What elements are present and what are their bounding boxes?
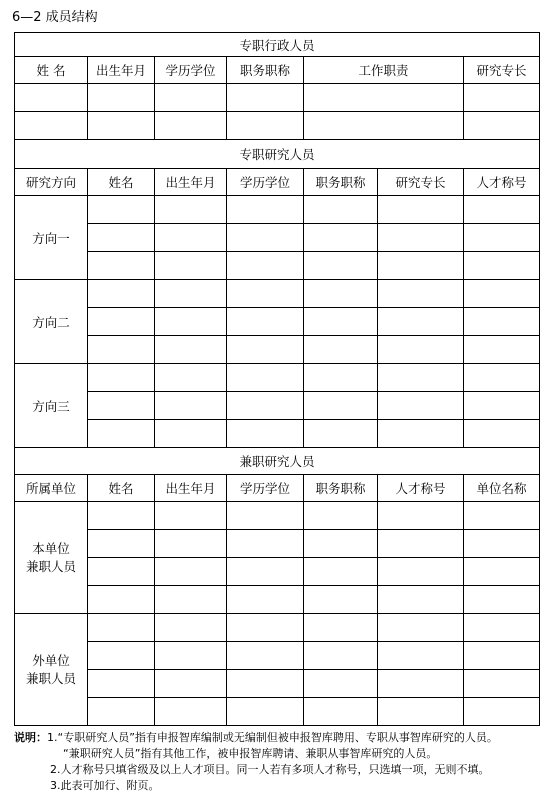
admin-col-name: 姓 名 [15, 57, 88, 84]
research-group-3-label: 方向三 [15, 364, 88, 448]
admin-col-duty: 工作职责 [304, 57, 464, 84]
input-cell[interactable] [155, 112, 227, 140]
input-cell[interactable] [304, 670, 378, 698]
input-cell[interactable] [227, 252, 304, 280]
input-cell[interactable] [304, 420, 378, 448]
input-cell[interactable] [464, 112, 540, 140]
input-cell[interactable] [88, 224, 155, 252]
input-cell[interactable] [304, 308, 378, 336]
parttime-col-talent: 人才称号 [378, 475, 464, 502]
admin-section-header: 专职行政人员 [15, 33, 540, 57]
input-cell[interactable] [88, 642, 155, 670]
input-cell[interactable] [378, 308, 464, 336]
input-cell[interactable] [155, 502, 227, 530]
input-cell[interactable] [464, 336, 540, 364]
input-cell[interactable] [88, 280, 155, 308]
parttime-group-1-label [15, 502, 88, 614]
notes-block [14, 730, 550, 794]
parttime-col-degree: 学历学位 [227, 475, 304, 502]
research-header-row [15, 169, 540, 196]
input-cell[interactable] [227, 642, 304, 670]
input-cell[interactable] [378, 614, 464, 642]
input-cell[interactable] [88, 586, 155, 614]
parttime-col-birth: 出生年月 [155, 475, 227, 502]
input-cell[interactable] [88, 420, 155, 448]
input-cell[interactable] [155, 364, 227, 392]
input-cell[interactable] [227, 392, 304, 420]
input-cell[interactable] [88, 670, 155, 698]
input-cell[interactable] [464, 224, 540, 252]
input-cell[interactable] [155, 586, 227, 614]
input-cell[interactable] [88, 558, 155, 586]
research-group-2-label: 方向二 [15, 280, 88, 364]
admin-col-title: 职务职称 [227, 57, 304, 84]
input-cell[interactable] [155, 530, 227, 558]
input-cell[interactable] [304, 364, 378, 392]
input-cell[interactable] [227, 502, 304, 530]
input-cell[interactable] [88, 252, 155, 280]
research-col-title: 职务职称 [304, 169, 378, 196]
research-section-header: 专职研究人员 [15, 140, 540, 169]
input-cell[interactable] [227, 364, 304, 392]
input-cell[interactable] [378, 502, 464, 530]
input-cell[interactable] [304, 586, 378, 614]
input-cell[interactable] [227, 530, 304, 558]
input-cell[interactable] [378, 530, 464, 558]
input-cell[interactable] [304, 196, 378, 224]
notes-label: 说明： [14, 731, 47, 744]
input-cell[interactable] [88, 614, 155, 642]
input-cell[interactable] [155, 196, 227, 224]
input-cell[interactable] [155, 252, 227, 280]
note-line-1b: “兼职研究人员”指有其他工作，被申报智库聘请、兼职从事智库研究的人员。 [63, 747, 438, 760]
input-cell[interactable] [464, 196, 540, 224]
input-cell[interactable] [464, 670, 540, 698]
input-cell[interactable] [378, 280, 464, 308]
input-cell[interactable] [155, 84, 227, 112]
input-cell[interactable] [304, 530, 378, 558]
input-cell[interactable] [304, 336, 378, 364]
admin-row-1 [15, 84, 540, 112]
input-cell[interactable] [227, 336, 304, 364]
research-section-row [15, 140, 540, 169]
input-cell[interactable] [464, 420, 540, 448]
input-cell[interactable] [227, 112, 304, 140]
research-col-name: 姓名 [88, 169, 155, 196]
input-cell[interactable] [304, 84, 464, 112]
parttime-col-org: 单位名称 [464, 475, 540, 502]
input-cell[interactable] [464, 698, 540, 726]
research-col-degree: 学历学位 [227, 169, 304, 196]
input-cell[interactable] [88, 364, 155, 392]
input-cell[interactable] [464, 558, 540, 586]
input-cell[interactable] [378, 642, 464, 670]
input-cell[interactable] [464, 252, 540, 280]
parttime-section-header: 兼职研究人员 [15, 448, 540, 475]
research-col-expertise: 研究专长 [378, 169, 464, 196]
input-cell[interactable] [88, 698, 155, 726]
table-title: 6—2 成员结构 [12, 10, 98, 25]
input-cell[interactable] [227, 196, 304, 224]
input-cell[interactable] [155, 558, 227, 586]
input-cell[interactable] [88, 112, 155, 140]
input-cell[interactable] [464, 280, 540, 308]
input-cell[interactable] [227, 614, 304, 642]
parttime-col-title: 职务职称 [304, 475, 378, 502]
input-cell[interactable] [464, 642, 540, 670]
input-cell[interactable] [304, 698, 378, 726]
input-cell[interactable] [15, 84, 88, 112]
note-line-2: 2.人才称号只填省级及以上人才项目。同一人若有多项人才称号，只选填一项，无则不填。 [50, 763, 490, 776]
parttime-col-unit: 所属单位 [15, 475, 88, 502]
input-cell[interactable] [227, 420, 304, 448]
research-col-talent: 人才称号 [464, 169, 540, 196]
parttime-col-name: 姓名 [88, 475, 155, 502]
input-cell[interactable] [155, 698, 227, 726]
input-cell[interactable] [227, 670, 304, 698]
input-cell[interactable] [304, 112, 464, 140]
parttime-header-row [15, 475, 540, 502]
input-cell[interactable] [227, 586, 304, 614]
research-col-direction: 研究方向 [15, 169, 88, 196]
input-cell[interactable] [227, 558, 304, 586]
input-cell[interactable] [464, 530, 540, 558]
note-line-3: 3.此表可加行、附页。 [50, 779, 160, 792]
input-cell[interactable] [304, 614, 378, 642]
admin-row-2 [15, 112, 540, 140]
input-cell[interactable] [378, 670, 464, 698]
input-cell[interactable] [304, 280, 378, 308]
input-cell[interactable] [464, 84, 540, 112]
input-cell[interactable] [88, 336, 155, 364]
input-cell[interactable] [378, 224, 464, 252]
input-cell[interactable] [155, 420, 227, 448]
input-cell[interactable] [378, 252, 464, 280]
admin-col-birth: 出生年月 [88, 57, 155, 84]
input-cell[interactable] [304, 392, 378, 420]
input-cell[interactable] [88, 196, 155, 224]
input-cell[interactable] [378, 392, 464, 420]
input-cell[interactable] [304, 502, 378, 530]
input-cell[interactable] [227, 84, 304, 112]
parttime-group-1-line2: 兼职人员 [25, 558, 76, 574]
input-cell[interactable] [464, 614, 540, 642]
input-cell[interactable] [155, 336, 227, 364]
input-cell[interactable] [227, 698, 304, 726]
input-cell[interactable] [88, 84, 155, 112]
input-cell[interactable] [155, 670, 227, 698]
input-cell[interactable] [378, 336, 464, 364]
input-cell[interactable] [304, 224, 378, 252]
input-cell[interactable] [304, 558, 378, 586]
input-cell[interactable] [227, 308, 304, 336]
input-cell[interactable] [378, 698, 464, 726]
input-cell[interactable] [464, 586, 540, 614]
input-cell[interactable] [378, 558, 464, 586]
admin-col-expertise: 研究专长 [464, 57, 540, 84]
note-line-1 [14, 730, 550, 746]
input-cell[interactable] [464, 308, 540, 336]
input-cell[interactable] [304, 252, 378, 280]
parttime-group-2-label [15, 614, 88, 726]
input-cell[interactable] [378, 364, 464, 392]
input-cell[interactable] [227, 224, 304, 252]
input-cell[interactable] [378, 586, 464, 614]
research-group-1-label: 方向一 [15, 196, 88, 280]
input-cell[interactable] [155, 224, 227, 252]
note-1-text: 1.“专职研究人员”指有申报智库编制或无编制但被申报智库聘用、专职从事智库研究的人员。 [47, 731, 498, 744]
input-cell[interactable] [155, 392, 227, 420]
input-cell[interactable] [88, 308, 155, 336]
admin-section-row [15, 33, 540, 57]
parttime-group-2-line2: 兼职人员 [25, 670, 76, 686]
input-cell[interactable] [155, 642, 227, 670]
input-cell[interactable] [155, 280, 227, 308]
member-structure-table [14, 32, 540, 726]
input-cell[interactable] [155, 308, 227, 336]
input-cell[interactable] [464, 364, 540, 392]
input-cell[interactable] [464, 502, 540, 530]
admin-col-degree: 学历学位 [155, 57, 227, 84]
parttime-group-2-line1: 外单位 [32, 652, 70, 668]
input-cell[interactable] [88, 392, 155, 420]
research-col-birth: 出生年月 [155, 169, 227, 196]
parttime-section-row [15, 448, 540, 475]
input-cell[interactable] [464, 392, 540, 420]
input-cell[interactable] [15, 112, 88, 140]
parttime-group-1-line1: 本单位 [32, 540, 70, 556]
input-cell[interactable] [227, 280, 304, 308]
admin-header-row [15, 57, 540, 84]
input-cell[interactable] [378, 196, 464, 224]
input-cell[interactable] [88, 530, 155, 558]
input-cell[interactable] [304, 642, 378, 670]
input-cell[interactable] [155, 614, 227, 642]
input-cell[interactable] [88, 502, 155, 530]
input-cell[interactable] [378, 420, 464, 448]
